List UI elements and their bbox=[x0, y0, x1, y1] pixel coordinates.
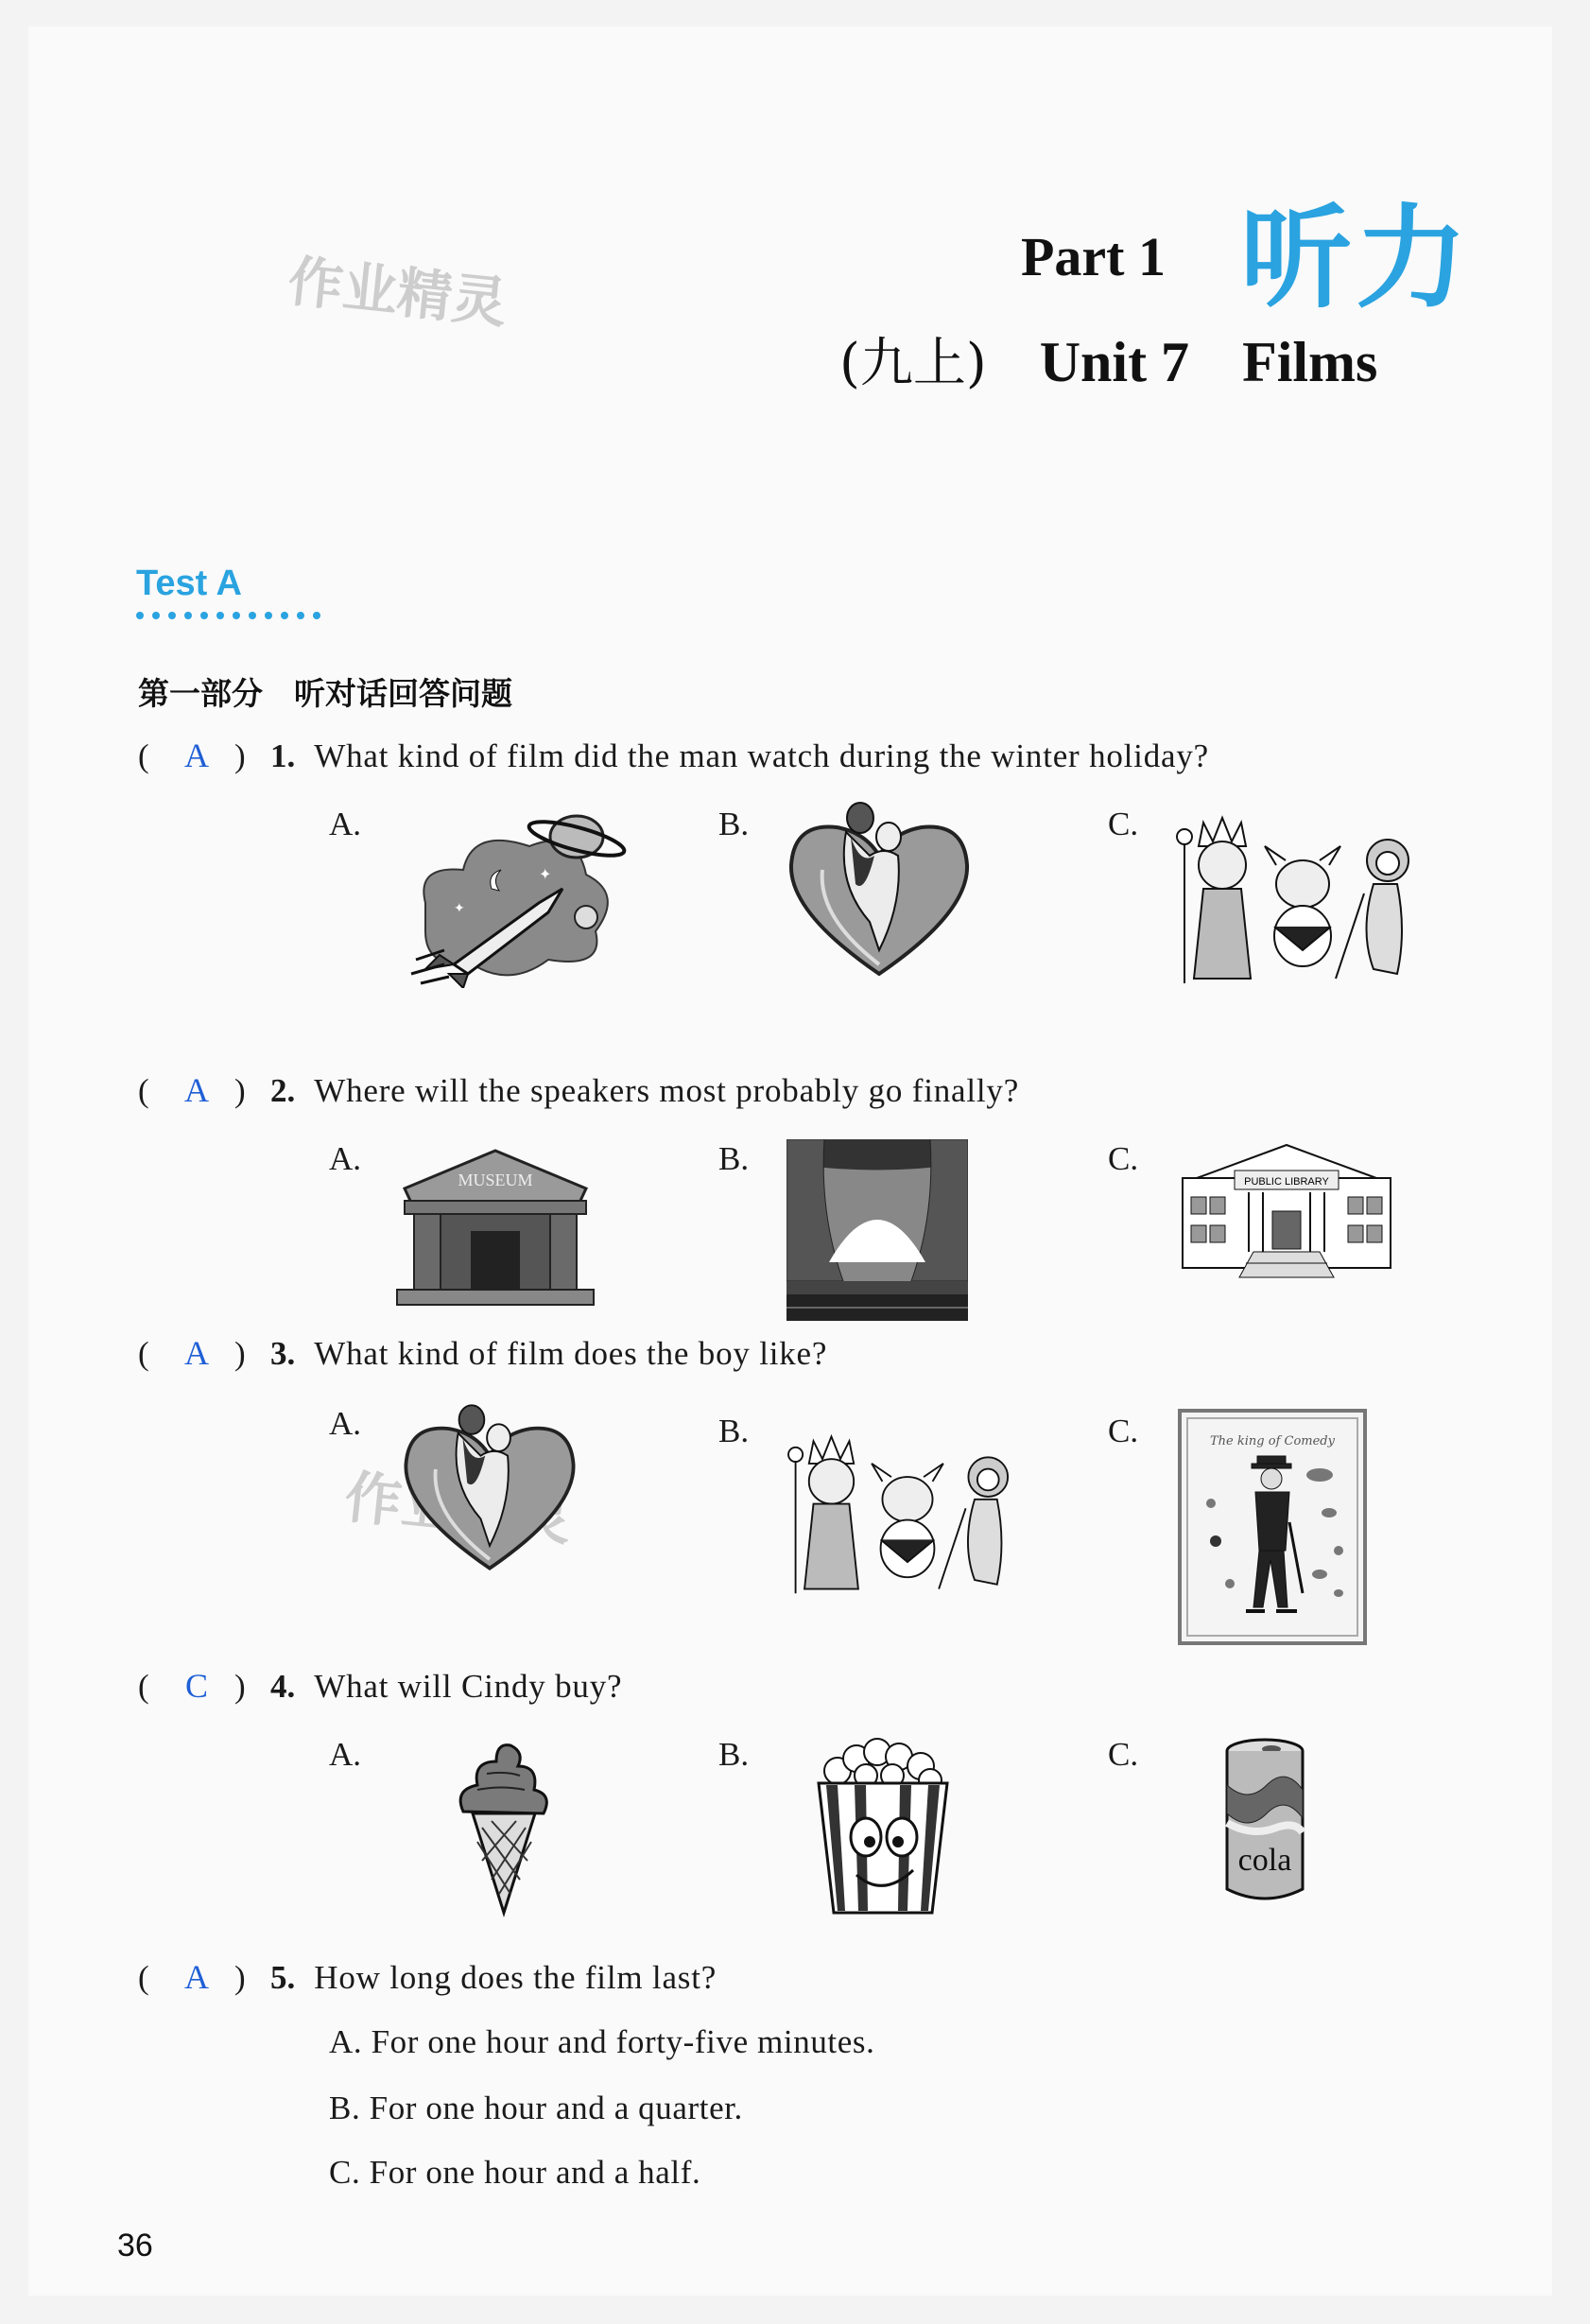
q2-option-b: B. bbox=[718, 1140, 750, 1177]
theatre-stage-icon bbox=[786, 1139, 968, 1321]
question-3 bbox=[138, 1333, 827, 1373]
paren-open: ( bbox=[138, 737, 149, 774]
question-5 bbox=[138, 1957, 717, 1997]
q1-option-b: B. bbox=[718, 806, 750, 842]
paren-close: ) bbox=[234, 1959, 246, 1996]
museum-sign: MUSEUM bbox=[458, 1171, 533, 1189]
poster-title: The king of Comedy bbox=[1210, 1434, 1335, 1448]
q1-option-a: A. bbox=[329, 806, 362, 842]
paren-open: ( bbox=[138, 1668, 149, 1705]
ice-cream-icon bbox=[444, 1738, 563, 1917]
answer-4: C bbox=[184, 1667, 208, 1705]
question-text: What will Cindy buy? bbox=[314, 1668, 623, 1705]
paren-close: ) bbox=[234, 1335, 246, 1372]
q2-option-a: A. bbox=[329, 1140, 362, 1177]
paren-close: ) bbox=[234, 1072, 246, 1109]
unit-number: Unit 7 bbox=[1039, 331, 1190, 393]
cola-label: cola bbox=[1237, 1843, 1292, 1878]
cola-can-icon bbox=[1219, 1738, 1310, 1904]
question-text: Where will the speakers most probably go finally? bbox=[314, 1072, 1020, 1109]
q3-option-a: A. bbox=[329, 1405, 362, 1442]
question-text: What kind of film does the boy like? bbox=[314, 1335, 828, 1372]
part-label: Part 1 bbox=[1021, 226, 1166, 287]
q5-option-a: A. For one hour and forty-five minutes. bbox=[329, 2023, 875, 2060]
space-rocket-icon bbox=[397, 799, 633, 988]
svg-text:✦: ✦ bbox=[539, 865, 552, 883]
page-number: 36 bbox=[117, 2228, 153, 2263]
question-2 bbox=[138, 1070, 1019, 1110]
question-number: 5. bbox=[270, 1959, 296, 1996]
q1-option-c: C. bbox=[1108, 806, 1139, 842]
question-4 bbox=[138, 1666, 622, 1706]
watermark-top: 作业精灵 bbox=[285, 249, 510, 336]
test-label-underline bbox=[136, 612, 320, 619]
cartoon-characters-icon bbox=[1170, 808, 1435, 988]
paren-close: ) bbox=[234, 1668, 246, 1705]
unit-heading bbox=[839, 321, 1377, 397]
q4-option-a: A. bbox=[329, 1736, 362, 1773]
question-number: 4. bbox=[270, 1668, 296, 1705]
question-1 bbox=[138, 736, 1209, 775]
question-number: 1. bbox=[270, 737, 296, 774]
section-title: 第一部分 听对话回答问题 bbox=[138, 675, 512, 712]
romance-heart-icon bbox=[395, 1397, 584, 1577]
question-number: 3. bbox=[270, 1335, 296, 1372]
romance-heart-icon bbox=[780, 799, 978, 979]
q4-option-c: C. bbox=[1108, 1736, 1139, 1773]
paren-close: ) bbox=[234, 737, 246, 774]
library-sign: PUBLIC LIBRARY bbox=[1244, 1176, 1329, 1188]
paren-open: ( bbox=[138, 1959, 149, 1996]
unit-title: Films bbox=[1242, 331, 1378, 393]
comedy-poster-icon bbox=[1178, 1409, 1367, 1645]
grade-label: (九上) bbox=[839, 333, 987, 394]
answer-2: A bbox=[184, 1071, 209, 1109]
library-icon bbox=[1178, 1140, 1395, 1282]
q5-option-b: B. For one hour and a quarter. bbox=[329, 2090, 743, 2126]
question-number: 2. bbox=[270, 1072, 296, 1109]
answer-5: A bbox=[184, 1958, 209, 1996]
q3-option-b: B. bbox=[718, 1413, 750, 1449]
question-text: How long does the film last? bbox=[314, 1959, 717, 1996]
q3-option-c: C. bbox=[1108, 1413, 1139, 1449]
answer-3: A bbox=[184, 1334, 209, 1372]
test-label: Test A bbox=[136, 564, 242, 603]
popcorn-icon bbox=[809, 1738, 957, 1917]
q5-option-c: C. For one hour and a half. bbox=[329, 2154, 701, 2191]
q4-option-b: B. bbox=[718, 1736, 750, 1773]
answer-1: A bbox=[184, 737, 209, 774]
q2-option-c: C. bbox=[1108, 1140, 1139, 1177]
cartoon-characters-icon bbox=[781, 1428, 1034, 1598]
section-title-cn: 听力 bbox=[1240, 193, 1472, 323]
paren-open: ( bbox=[138, 1335, 149, 1372]
paren-open: ( bbox=[138, 1072, 149, 1109]
svg-text:✦: ✦ bbox=[454, 901, 465, 916]
question-text: What kind of film did the man watch during the winter holiday? bbox=[314, 737, 1209, 774]
museum-icon bbox=[395, 1146, 596, 1307]
